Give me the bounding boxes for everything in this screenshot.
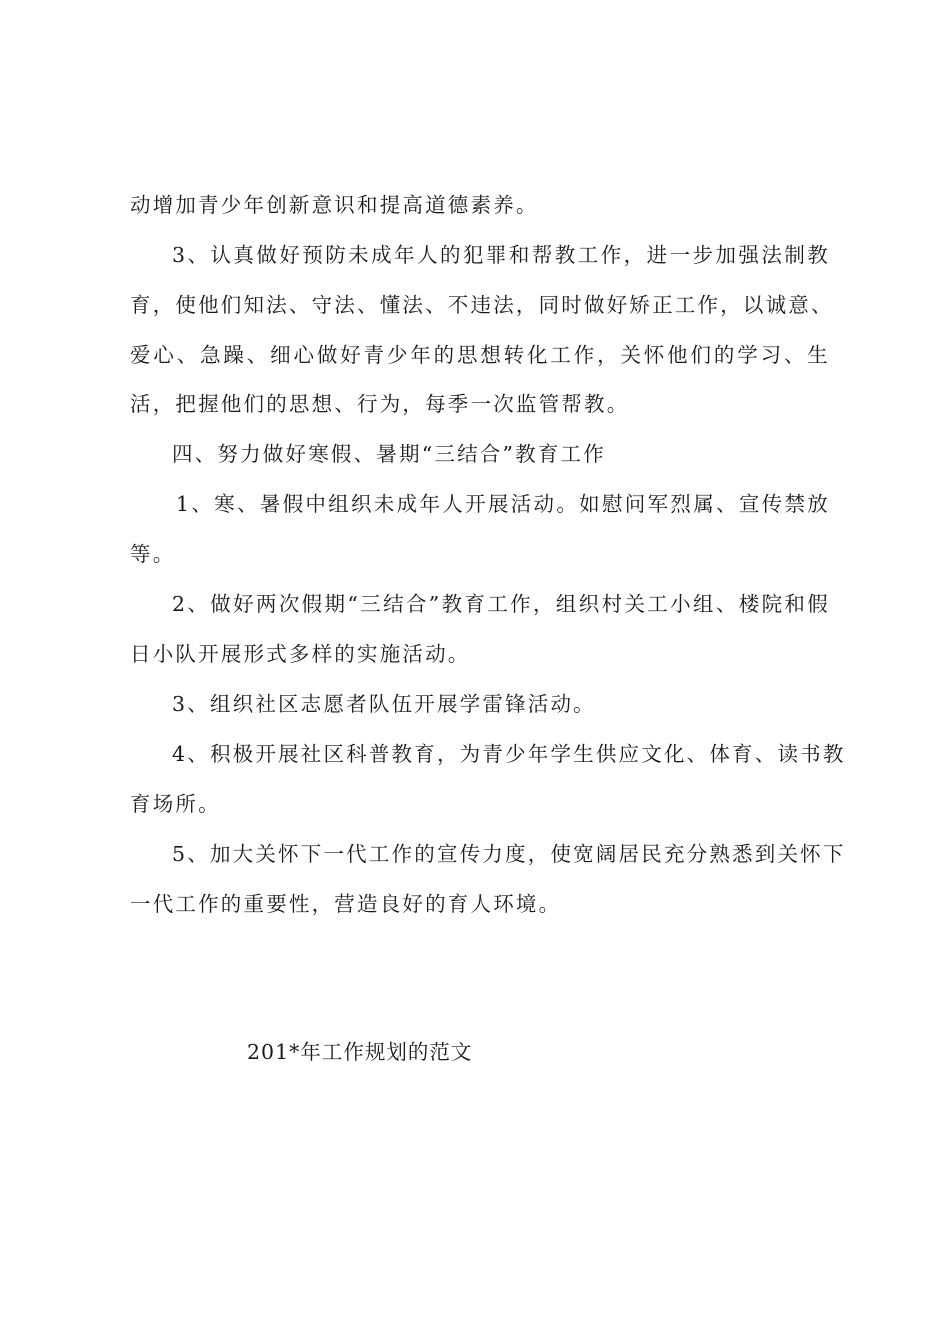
text-line: 日小队开展形式多样的实施活动。 <box>130 642 471 666</box>
text-line: 3、组织社区志愿者队伍开展学雷锋活动。 <box>172 692 596 716</box>
text-line: 一代工作的重要性，营造良好的育人环境。 <box>130 892 562 916</box>
text-line: 活，把握他们的思想、行为，每季一次监管帮教。 <box>130 392 630 416</box>
section-heading: 四、努力做好寒假、暑期“三结合”教育工作 <box>172 442 606 466</box>
text-line: 育场所。 <box>130 792 221 816</box>
text-line: 育，使他们知法、守法、懂法、不违法，同时做好矫正工作，以诚意、 <box>130 293 834 317</box>
text-line: 动增加青少年创新意识和提高道德素养。 <box>130 193 539 217</box>
text-line: 爱心、急躁、细心做好青少年的思想转化工作，关怀他们的学习、生 <box>130 343 830 367</box>
text-line: 5、加大关怀下一代工作的宣传力度，使宽阔居民充分熟悉到关怀下 <box>172 842 846 866</box>
text-line: 1、寒、暑假中组织未成年人开展活动。如慰问军烈属、宣传禁放 <box>176 492 830 516</box>
text-line: 2、做好两次假期“三结合”教育工作，组织村关工小组、楼院和假 <box>172 592 830 616</box>
text-line: 4、积极开展社区科普教育，为青少年学生供应文化、体育、读书教 <box>172 742 846 766</box>
next-section-title: 201*年工作规划的范文 <box>247 1040 473 1064</box>
text-line: 3、认真做好预防未成年人的犯罪和帮教工作，进一步加强法制教 <box>172 243 830 267</box>
text-line: 等。 <box>130 542 176 566</box>
